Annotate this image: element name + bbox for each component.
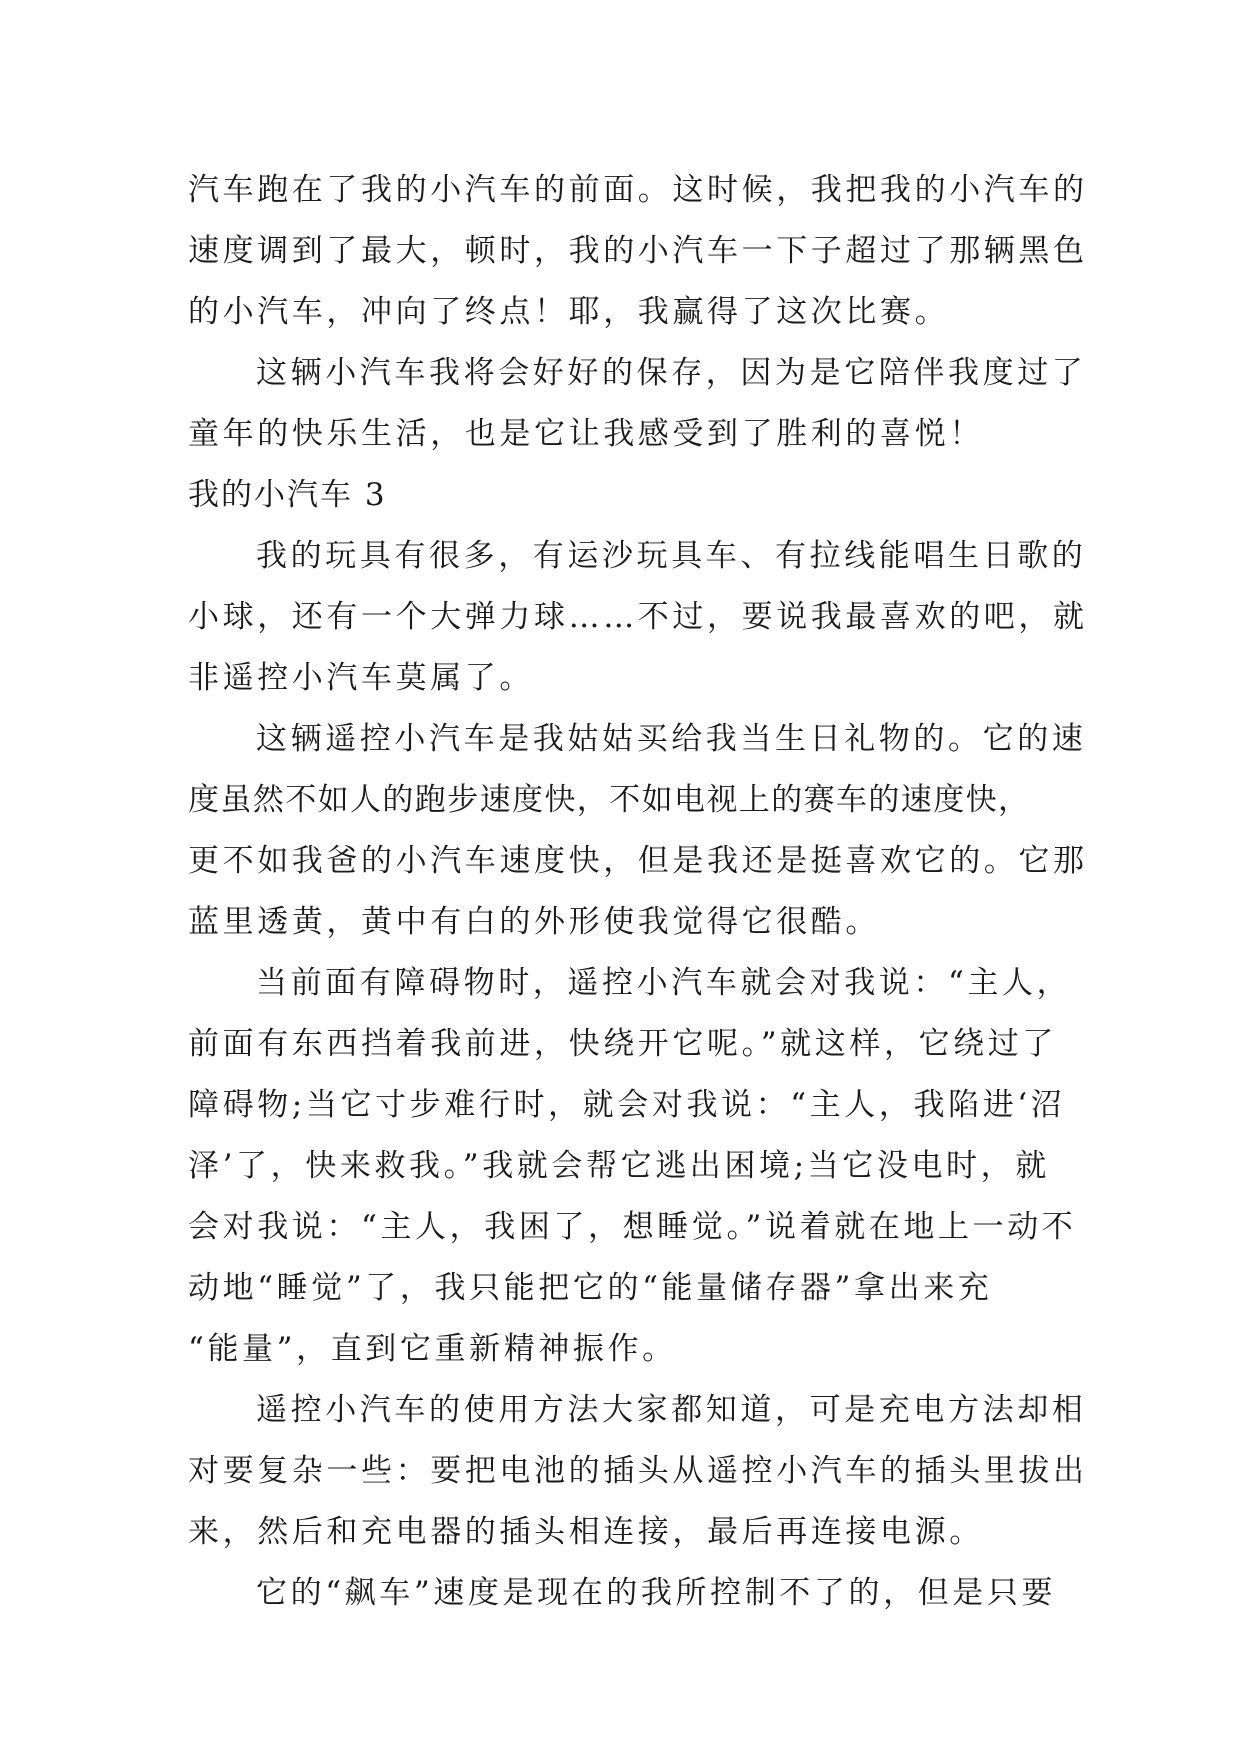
text-line: 非遥控小汽车莫属了。 <box>188 660 534 696</box>
document-body <box>188 160 1088 1624</box>
paragraph-first-line: 遥控小汽车的使用方法大家都知道，可是充电方法却相 <box>256 1392 1087 1428</box>
text-line: 小球，还有一个大弹力球……不过，要说我最喜欢的吧，就 <box>188 599 1088 635</box>
text-line: 来，然后和充电器的插头相连接，最后再连接电源。 <box>188 1514 984 1550</box>
text-line: 蓝里透黄，黄中有白的外形使我觉得它很酷。 <box>188 904 880 940</box>
text-line: 前面有东西挡着我前进，快绕开它呢。”就这样，它绕过了 <box>188 1026 1057 1062</box>
paragraph-first-line: 当前面有障碍物时，遥控小汽车就会对我说：“主人， <box>256 965 1072 1001</box>
paragraph-first-line: 我的玩具有很多，有运沙玩具车、有拉线能唱生日歌的 <box>256 538 1087 574</box>
section-heading: 我的小汽车 3 <box>188 477 387 513</box>
text-line: 速度调到了最大，顿时，我的小汽车一下子超过了那辆黑色 <box>188 233 1088 269</box>
text-line: 的小汽车，冲向了终点！耶，我赢得了这次比赛。 <box>188 294 950 330</box>
text-line: 度虽然不如人的跑步速度快，不如电视上的赛车的速度快， <box>188 782 1031 818</box>
paragraph-first-line: 这辆遥控小汽车是我姑姑买给我当生日礼物的。它的速 <box>256 721 1087 757</box>
text-line: 对要复杂一些：要把电池的插头从遥控小汽车的插头里拔出 <box>188 1453 1088 1489</box>
paragraph-first-line: 这辆小汽车我将会好好的保存，因为是它陪伴我度过了 <box>256 355 1087 391</box>
text-line: 更不如我爸的小汽车速度快，但是我还是挺喜欢它的。它那 <box>188 843 1088 879</box>
text-line: 童年的快乐生活，也是它让我感受到了胜利的喜悦！ <box>188 416 984 452</box>
text-line: 汽车跑在了我的小汽车的前面。这时候，我把我的小汽车的 <box>188 172 1088 208</box>
paragraph-first-line: 它的“飙车”速度是现在的我所控制不了的，但是只要 <box>256 1575 1057 1611</box>
text-line: “能量”，直到它重新精神振作。 <box>188 1331 677 1367</box>
text-line: 障碍物;当它寸步难行时，就会对我说：“主人，我陷进‘沼 <box>188 1087 1066 1123</box>
text-line: 动地“睡觉”了，我只能把它的“能量储存器”拿出来充 <box>188 1270 993 1306</box>
text-line: 泽’了，快来救我。”我就会帮它逃出困境;当它没电时，就 <box>188 1148 1050 1184</box>
text-line: 会对我说：“主人，我困了，想睡觉。”说着就在地上一动不 <box>188 1209 1077 1245</box>
